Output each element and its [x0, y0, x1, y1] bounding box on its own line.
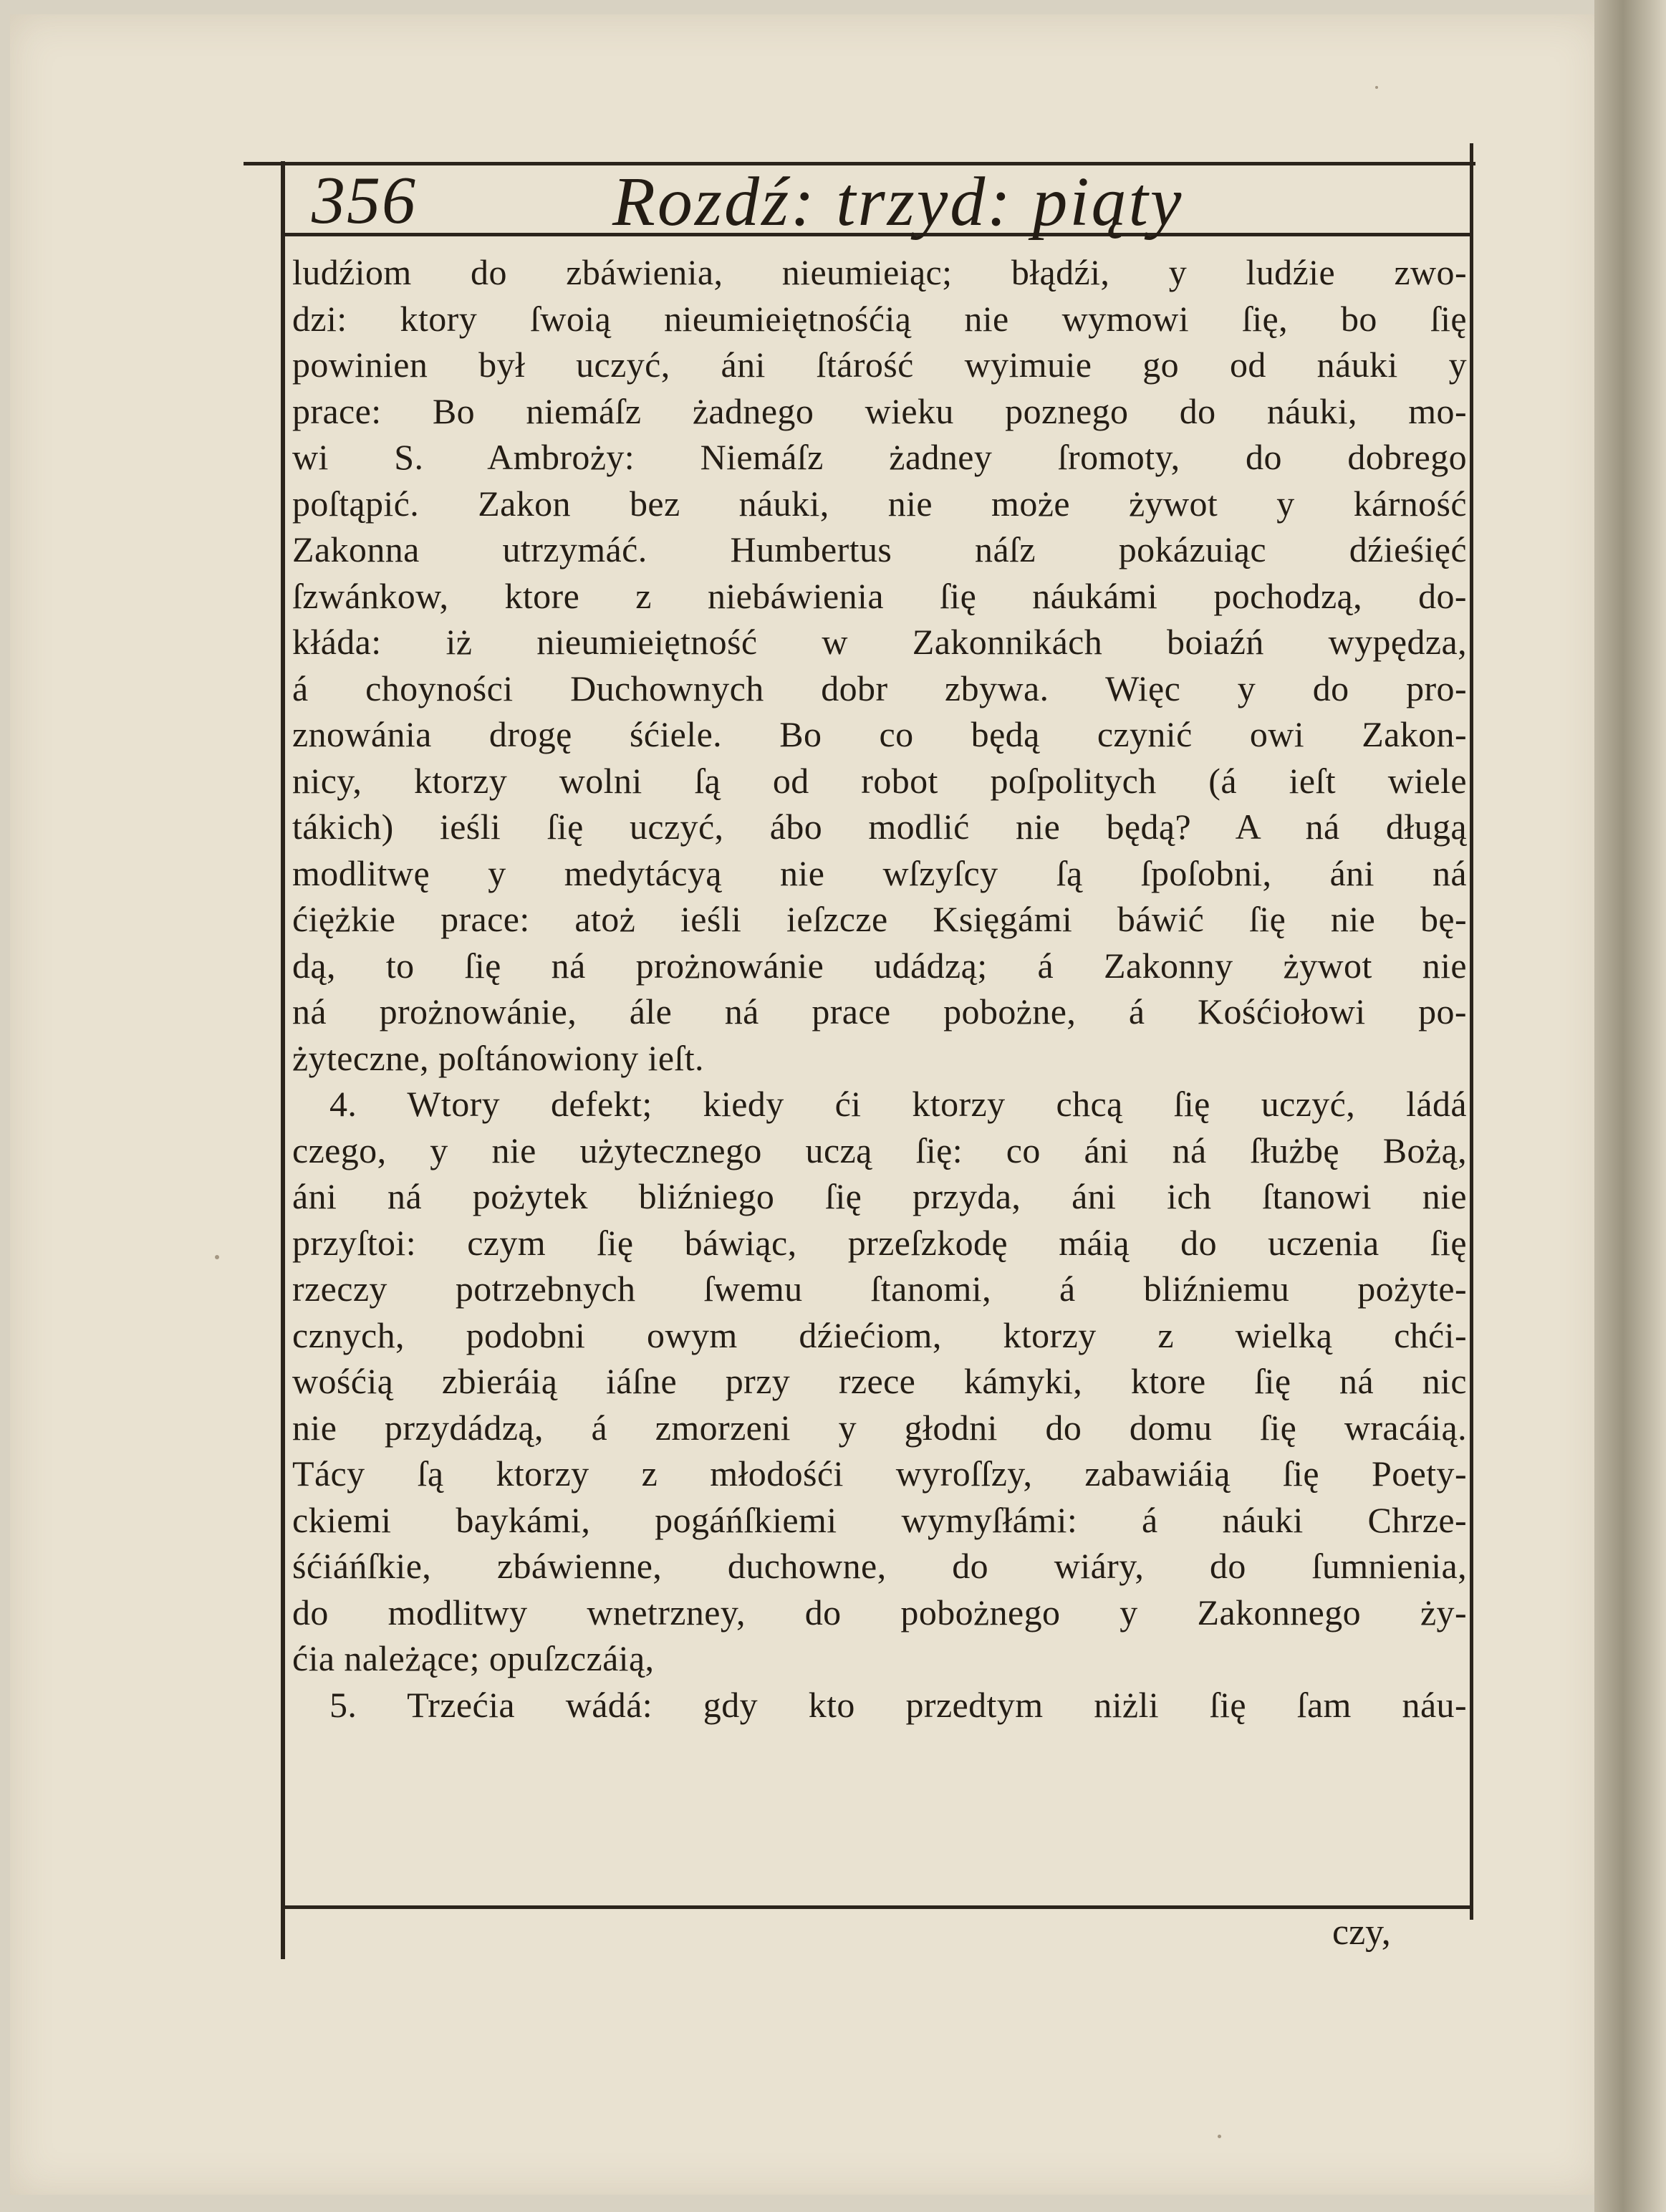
- text-line: ckiemi baykámi, pogáńſkiemi wymyſłámi: á náuki Chrze-: [292, 1499, 1467, 1540]
- text-line: á choyności Duchownych dobr zbywa. Więc y do pro-: [292, 668, 1467, 708]
- text-line: wi S. Ambroży: Niemáſz żadney ſromoty, do dobrego: [292, 437, 1467, 477]
- text-line: powinien był uczyć, áni ſtárość wyimuie go od náuki y: [292, 345, 1467, 385]
- text-line: ná prożnowánie, ále ná prace pobożne, á Kośćiołowi po-: [292, 991, 1467, 1032]
- paragraph-start-line: 4. Wtory defekt; kiedy ći ktorzy chcą ſię uczyć, ládá: [329, 1084, 1467, 1124]
- text-line: ſzwánkow, ktore z niebáwienia ſię náukámi pochodzą, do-: [292, 575, 1467, 616]
- text-line: dzi: ktory ſwoią nieumieiętnośćią nie wymowi ſię, bo ſię: [292, 298, 1467, 339]
- text-line: nie przydádzą, á zmorzeni y głodni do domu ſię wracáią.: [292, 1407, 1467, 1448]
- running-head: Rozdź: trzyd: piąty: [612, 163, 1184, 241]
- text-line: do modlitwy wnetrzney, do pobożnego y Zakonnego ży-: [292, 1592, 1467, 1632]
- text-line: śćiáńſkie, zbáwienne, duchowne, do wiáry, do ſumnienia,: [292, 1546, 1467, 1586]
- paper-speck: [1218, 2135, 1221, 2138]
- text-line: modlitwę y medytácyą nie wſzyſcy ſą ſpoſobni, áni ná: [292, 852, 1467, 893]
- text-line: żyteczne, poſtánowiony ieſt.: [292, 1037, 704, 1078]
- text-line: czego, y nie użytecznego uczą ſię: co áni ná ſłużbę Bożą,: [292, 1130, 1467, 1170]
- text-line: rzeczy potrzebnych ſwemu ſtanomi, á bliźniemu pożyte-: [292, 1269, 1467, 1309]
- right-frame-rule: [1470, 143, 1473, 1920]
- text-line: cznych, podobni owym dźiećiom, ktorzy z wielką chći-: [292, 1314, 1467, 1355]
- catchword: czy,: [1332, 1912, 1391, 1953]
- text-line: Zakonna utrzymáć. Humbertus náſz pokázuiąc dźieśięć: [292, 529, 1467, 569]
- text-line: znowánia drogę śćiele. Bo co będą czynić owi Zakon-: [292, 714, 1467, 754]
- text-line: ludźiom do zbáwienia, nieumieiąc; błądźi, y ludźie zwo-: [292, 252, 1467, 292]
- page-header: [297, 156, 1472, 241]
- paper-speck: [1375, 86, 1378, 89]
- text-line: ćia należące; opuſzczáią,: [292, 1638, 655, 1678]
- text-line: poſtąpić. Zakon bez náuki, nie może żywot y kárność: [292, 483, 1467, 524]
- book-binding: [1594, 0, 1666, 2212]
- paragraph-start-line: 5. Trzećia wádá: gdy kto przedtym niżli ſię ſam náu-: [329, 1684, 1467, 1725]
- body-text: [292, 249, 1467, 1728]
- text-line: przyſtoi: czym ſię báwiąc, przeſzkodę máią do uczenia ſię: [292, 1222, 1467, 1263]
- page-number: 356: [312, 163, 417, 238]
- bottom-rule: [281, 1905, 1473, 1909]
- text-line: wośćią zbieráią iáſne przy rzece kámyki, ktore ſię ná nic: [292, 1361, 1467, 1401]
- left-frame-rule: [281, 161, 285, 1959]
- text-line: Tácy ſą ktorzy z młodośći wyroſſzy, zabawiáią ſię Poety-: [292, 1453, 1467, 1494]
- text-line: kłáda: iż nieumieiętność w Zakonnikách boiaźń wypędza,: [292, 622, 1467, 662]
- text-line: dą, to ſię ná prożnowánie udádzą; á Zakonny żywot nie: [292, 945, 1467, 986]
- text-line: tákich) ieśli ſię uczyć, ábo modlić nie będą? A ná długą: [292, 807, 1467, 847]
- paper-speck: [215, 1255, 219, 1259]
- text-line: ćiężkie prace: atoż ieśli ieſzcze Księgámi báwić ſię nie bę-: [292, 899, 1467, 939]
- text-line: nicy, ktorzy wolni ſą od robot poſpolitych (á ieſt wiele: [292, 760, 1467, 801]
- text-line: áni ná pożytek bliźniego ſię przyda, áni ich ſtanowi nie: [292, 1176, 1467, 1216]
- text-line: prace: Bo niemáſz żadnego wieku poznego do náuki, mo-: [292, 390, 1467, 431]
